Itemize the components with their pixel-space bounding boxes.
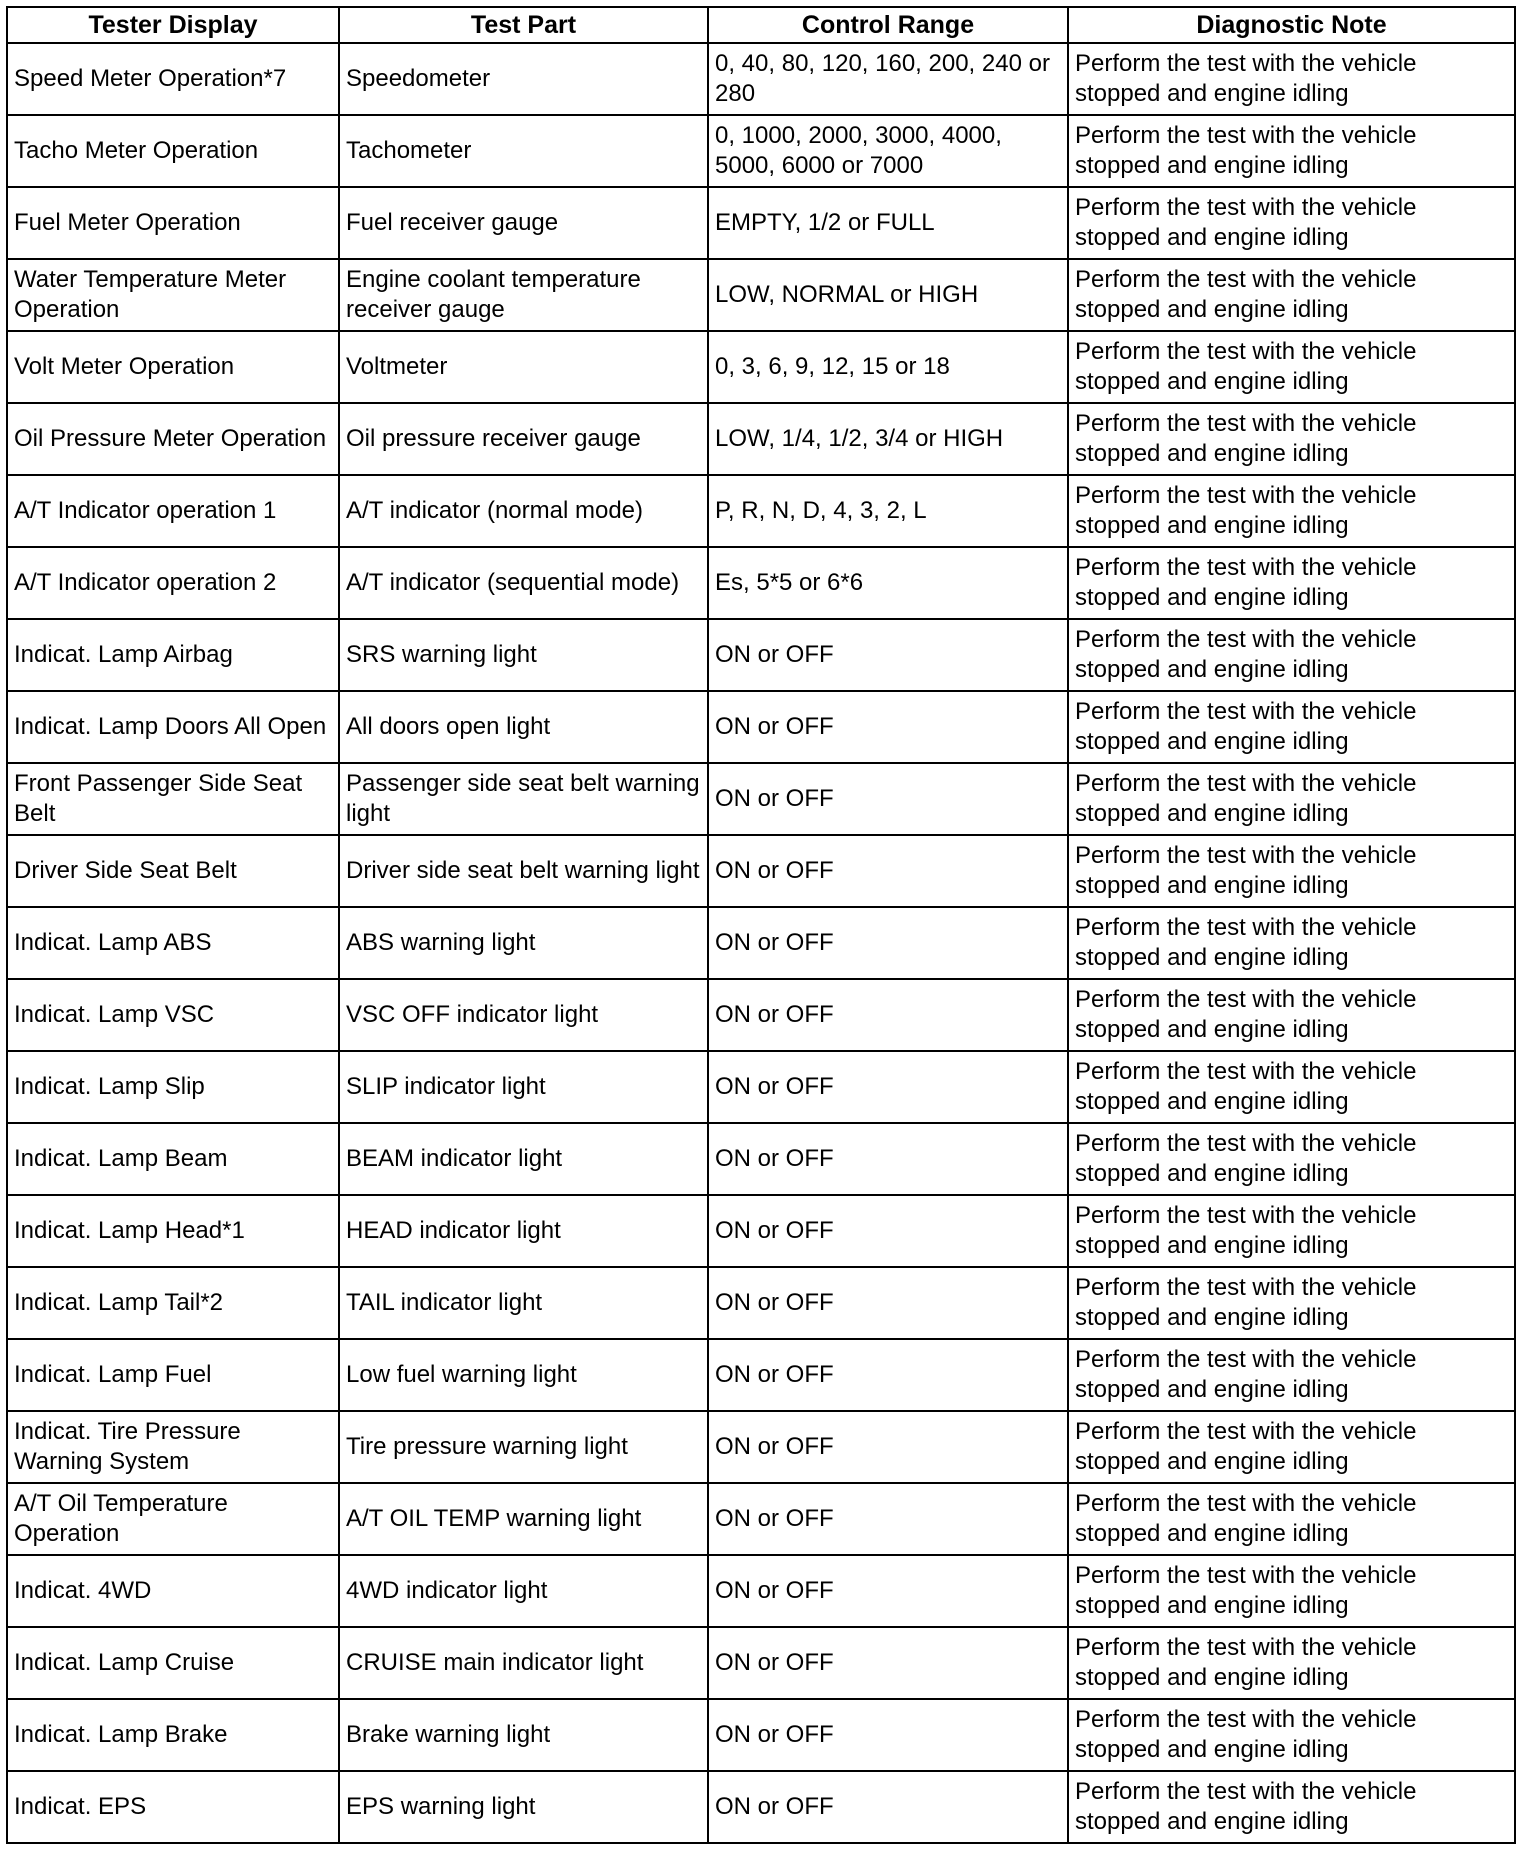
cell-test-part: VSC OFF indicator light <box>339 979 708 1051</box>
cell-test-part: Speedometer <box>339 43 708 115</box>
cell-diagnostic-note: Perform the test with the vehicle stopped and engine idling <box>1068 619 1515 691</box>
cell-diagnostic-note: Perform the test with the vehicle stopped and engine idling <box>1068 1627 1515 1699</box>
table-row <box>7 1195 1515 1267</box>
table-row <box>7 1339 1515 1411</box>
table-row <box>7 1051 1515 1123</box>
table-row <box>7 1267 1515 1339</box>
cell-test-part: A/T indicator (normal mode) <box>339 475 708 547</box>
header-diagnostic-note: Diagnostic Note <box>1068 7 1515 43</box>
cell-control-range: 0, 3, 6, 9, 12, 15 or 18 <box>708 331 1068 403</box>
cell-diagnostic-note: Perform the test with the vehicle stopped and engine idling <box>1068 187 1515 259</box>
cell-test-part: 4WD indicator light <box>339 1555 708 1627</box>
cell-diagnostic-note: Perform the test with the vehicle stopped and engine idling <box>1068 979 1515 1051</box>
cell-tester-display: Indicat. Lamp Tail*2 <box>7 1267 339 1339</box>
cell-test-part: ABS warning light <box>339 907 708 979</box>
cell-tester-display: Indicat. Lamp Head*1 <box>7 1195 339 1267</box>
table-row <box>7 979 1515 1051</box>
cell-tester-display: Indicat. Lamp Cruise <box>7 1627 339 1699</box>
cell-control-range: ON or OFF <box>708 1411 1068 1483</box>
cell-tester-display: Front Passenger Side Seat Belt <box>7 763 339 835</box>
table-row <box>7 115 1515 187</box>
cell-test-part: Oil pressure receiver gauge <box>339 403 708 475</box>
cell-control-range: ON or OFF <box>708 1195 1068 1267</box>
table-row <box>7 331 1515 403</box>
cell-tester-display: Indicat. Lamp Airbag <box>7 619 339 691</box>
cell-diagnostic-note: Perform the test with the vehicle stopped and engine idling <box>1068 1051 1515 1123</box>
table-row <box>7 547 1515 619</box>
cell-test-part: All doors open light <box>339 691 708 763</box>
table-row <box>7 619 1515 691</box>
cell-tester-display: A/T Indicator operation 1 <box>7 475 339 547</box>
cell-diagnostic-note: Perform the test with the vehicle stopped and engine idling <box>1068 691 1515 763</box>
cell-test-part: Brake warning light <box>339 1699 708 1771</box>
cell-tester-display: Indicat. Lamp Slip <box>7 1051 339 1123</box>
header-test-part: Test Part <box>339 7 708 43</box>
cell-control-range: ON or OFF <box>708 1267 1068 1339</box>
cell-control-range: ON or OFF <box>708 763 1068 835</box>
cell-control-range: ON or OFF <box>708 1555 1068 1627</box>
cell-control-range: ON or OFF <box>708 979 1068 1051</box>
cell-diagnostic-note: Perform the test with the vehicle stopped and engine idling <box>1068 1771 1515 1843</box>
cell-test-part: Passenger side seat belt warning light <box>339 763 708 835</box>
cell-diagnostic-note: Perform the test with the vehicle stopped and engine idling <box>1068 1123 1515 1195</box>
cell-diagnostic-note: Perform the test with the vehicle stopped and engine idling <box>1068 43 1515 115</box>
cell-diagnostic-note: Perform the test with the vehicle stopped and engine idling <box>1068 115 1515 187</box>
cell-tester-display: Indicat. Tire Pressure Warning System <box>7 1411 339 1483</box>
cell-test-part: CRUISE main indicator light <box>339 1627 708 1699</box>
cell-diagnostic-note: Perform the test with the vehicle stopped and engine idling <box>1068 259 1515 331</box>
cell-diagnostic-note: Perform the test with the vehicle stopped and engine idling <box>1068 547 1515 619</box>
table-row <box>7 1771 1515 1843</box>
cell-control-range: ON or OFF <box>708 1051 1068 1123</box>
cell-control-range: 0, 40, 80, 120, 160, 200, 240 or 280 <box>708 43 1068 115</box>
cell-tester-display: Driver Side Seat Belt <box>7 835 339 907</box>
active-test-table <box>6 6 1516 1844</box>
cell-control-range: EMPTY, 1/2 or FULL <box>708 187 1068 259</box>
cell-test-part: Voltmeter <box>339 331 708 403</box>
table-row <box>7 1123 1515 1195</box>
table-row <box>7 691 1515 763</box>
cell-tester-display: Indicat. Lamp VSC <box>7 979 339 1051</box>
cell-test-part: A/T OIL TEMP warning light <box>339 1483 708 1555</box>
cell-control-range: LOW, NORMAL or HIGH <box>708 259 1068 331</box>
cell-tester-display: Tacho Meter Operation <box>7 115 339 187</box>
cell-control-range: Es, 5*5 or 6*6 <box>708 547 1068 619</box>
cell-tester-display: Indicat. 4WD <box>7 1555 339 1627</box>
cell-tester-display: Oil Pressure Meter Operation <box>7 403 339 475</box>
cell-control-range: ON or OFF <box>708 691 1068 763</box>
cell-control-range: P, R, N, D, 4, 3, 2, L <box>708 475 1068 547</box>
cell-test-part: Low fuel warning light <box>339 1339 708 1411</box>
header-tester-display: Tester Display <box>7 7 339 43</box>
table-row <box>7 1411 1515 1483</box>
cell-tester-display: Indicat. Lamp ABS <box>7 907 339 979</box>
table-row <box>7 43 1515 115</box>
cell-test-part: BEAM indicator light <box>339 1123 708 1195</box>
cell-control-range: ON or OFF <box>708 835 1068 907</box>
cell-tester-display: A/T Indicator operation 2 <box>7 547 339 619</box>
cell-tester-display: A/T Oil Temperature Operation <box>7 1483 339 1555</box>
cell-test-part: TAIL indicator light <box>339 1267 708 1339</box>
table-row <box>7 763 1515 835</box>
cell-control-range: LOW, 1/4, 1/2, 3/4 or HIGH <box>708 403 1068 475</box>
table-row <box>7 1627 1515 1699</box>
cell-control-range: ON or OFF <box>708 1627 1068 1699</box>
cell-control-range: ON or OFF <box>708 1771 1068 1843</box>
cell-tester-display: Indicat. Lamp Doors All Open <box>7 691 339 763</box>
table-row <box>7 475 1515 547</box>
cell-test-part: Fuel receiver gauge <box>339 187 708 259</box>
cell-test-part: Engine coolant temperature receiver gauge <box>339 259 708 331</box>
cell-diagnostic-note: Perform the test with the vehicle stopped and engine idling <box>1068 1555 1515 1627</box>
cell-diagnostic-note: Perform the test with the vehicle stopped and engine idling <box>1068 907 1515 979</box>
table-row <box>7 403 1515 475</box>
cell-tester-display: Speed Meter Operation*7 <box>7 43 339 115</box>
cell-diagnostic-note: Perform the test with the vehicle stopped and engine idling <box>1068 1483 1515 1555</box>
cell-test-part: SLIP indicator light <box>339 1051 708 1123</box>
cell-test-part: Tachometer <box>339 115 708 187</box>
cell-control-range: ON or OFF <box>708 1123 1068 1195</box>
cell-diagnostic-note: Perform the test with the vehicle stopped and engine idling <box>1068 1339 1515 1411</box>
header-control-range: Control Range <box>708 7 1068 43</box>
cell-test-part: Driver side seat belt warning light <box>339 835 708 907</box>
cell-test-part: HEAD indicator light <box>339 1195 708 1267</box>
cell-diagnostic-note: Perform the test with the vehicle stopped and engine idling <box>1068 1195 1515 1267</box>
cell-test-part: A/T indicator (sequential mode) <box>339 547 708 619</box>
cell-control-range: 0, 1000, 2000, 3000, 4000, 5000, 6000 or 7000 <box>708 115 1068 187</box>
cell-diagnostic-note: Perform the test with the vehicle stopped and engine idling <box>1068 331 1515 403</box>
cell-control-range: ON or OFF <box>708 907 1068 979</box>
cell-diagnostic-note: Perform the test with the vehicle stopped and engine idling <box>1068 1411 1515 1483</box>
table-row <box>7 1555 1515 1627</box>
table-body <box>7 43 1515 1843</box>
active-test-document <box>6 6 1516 1844</box>
cell-control-range: ON or OFF <box>708 1483 1068 1555</box>
table-row <box>7 907 1515 979</box>
cell-test-part: EPS warning light <box>339 1771 708 1843</box>
header-row <box>7 7 1515 43</box>
cell-diagnostic-note: Perform the test with the vehicle stopped and engine idling <box>1068 475 1515 547</box>
cell-control-range: ON or OFF <box>708 619 1068 691</box>
cell-tester-display: Indicat. Lamp Brake <box>7 1699 339 1771</box>
cell-tester-display: Water Temperature Meter Operation <box>7 259 339 331</box>
cell-test-part: SRS warning light <box>339 619 708 691</box>
table-row <box>7 835 1515 907</box>
cell-diagnostic-note: Perform the test with the vehicle stopped and engine idling <box>1068 1267 1515 1339</box>
cell-tester-display: Indicat. EPS <box>7 1771 339 1843</box>
cell-diagnostic-note: Perform the test with the vehicle stopped and engine idling <box>1068 403 1515 475</box>
cell-tester-display: Indicat. Lamp Beam <box>7 1123 339 1195</box>
cell-test-part: Tire pressure warning light <box>339 1411 708 1483</box>
cell-diagnostic-note: Perform the test with the vehicle stopped and engine idling <box>1068 763 1515 835</box>
cell-control-range: ON or OFF <box>708 1699 1068 1771</box>
cell-diagnostic-note: Perform the test with the vehicle stopped and engine idling <box>1068 1699 1515 1771</box>
table-header <box>7 7 1515 43</box>
cell-tester-display: Indicat. Lamp Fuel <box>7 1339 339 1411</box>
table-row <box>7 1699 1515 1771</box>
table-row <box>7 259 1515 331</box>
cell-diagnostic-note: Perform the test with the vehicle stopped and engine idling <box>1068 835 1515 907</box>
table-row <box>7 1483 1515 1555</box>
cell-control-range: ON or OFF <box>708 1339 1068 1411</box>
cell-tester-display: Volt Meter Operation <box>7 331 339 403</box>
cell-tester-display: Fuel Meter Operation <box>7 187 339 259</box>
table-row <box>7 187 1515 259</box>
